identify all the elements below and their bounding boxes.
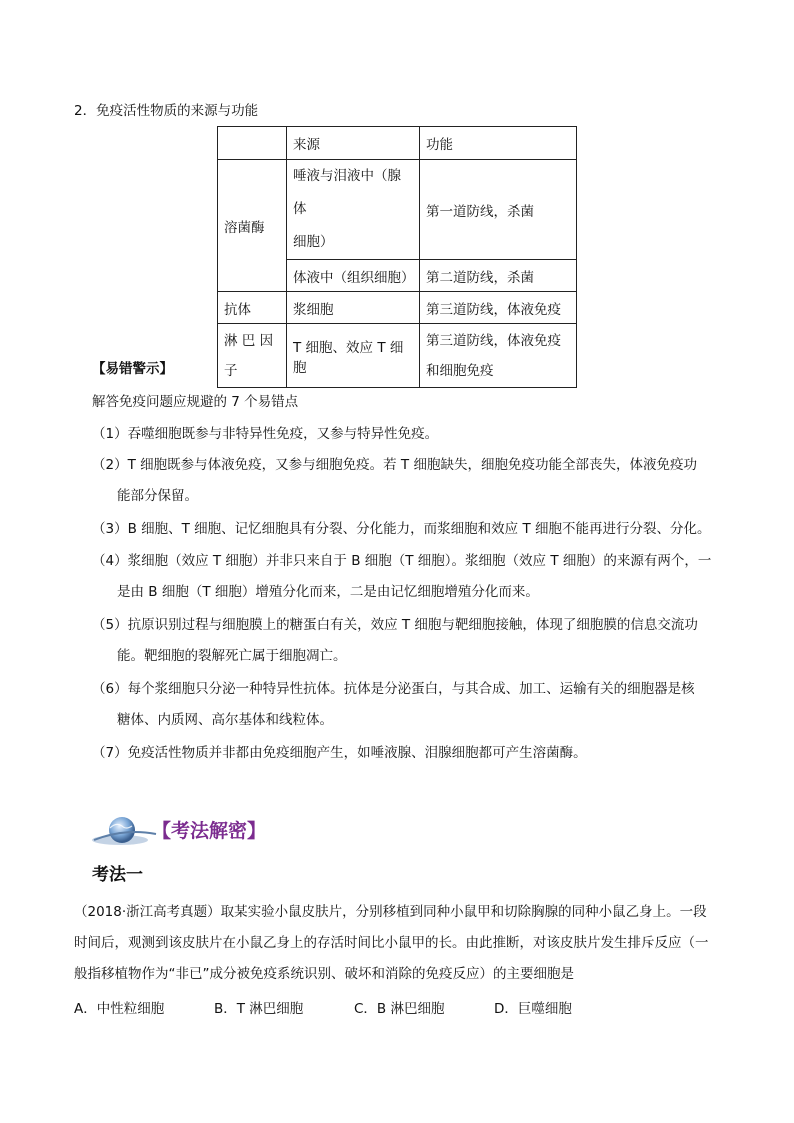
header-cell-function: 功能 (420, 127, 577, 160)
option-a[interactable]: A．中性粒细胞 (74, 1001, 165, 1017)
table-header-row (218, 127, 577, 160)
warning-item-3: （3）B 细胞、T 细胞、记忆细胞具有分裂、分化能力，而浆细胞和效应 T 细胞不能再进行分裂、分化。 (92, 521, 711, 537)
immune-substance-table (217, 126, 577, 388)
option-b[interactable]: B．T 淋巴细胞 (214, 1001, 304, 1017)
section-banner (90, 810, 380, 850)
function-line: 和细胞免疫 (426, 362, 494, 379)
warning-item-2: （2）T 细胞既参与体液免疫，又参与细胞免疫。若 T 细胞缺失，细胞免疫功能全部丧失，体液免疫功 (92, 457, 697, 473)
banner-title: 【考法解密】 (152, 820, 267, 842)
warning-item-1: （1）吞噬细胞既参与非特异性免疫，又参与特异性免疫。 (92, 426, 439, 442)
warning-intro: 解答免疫问题应规避的 7 个易错点 (92, 394, 299, 410)
lysozyme-source-2: 体液中（组织细胞） (287, 260, 420, 292)
antibody-function: 第三道防线，体液免疫 (420, 292, 577, 324)
lysozyme-function-1: 第一道防线，杀菌 (420, 160, 577, 260)
warning-item-4-cont: 是由 B 细胞（T 细胞）增殖分化而来，二是由记忆细胞增殖分化而来。 (117, 584, 539, 600)
option-c[interactable]: C．B 淋巴细胞 (354, 1001, 445, 1017)
warning-item-6: （6）每个浆细胞只分泌一种特异性抗体。抗体是分泌蛋白，与其合成、加工、运输有关的细胞器是核 (92, 681, 695, 697)
answer-options (74, 997, 634, 1017)
header-cell-source: 来源 (287, 127, 420, 160)
warning-item-4: （4）浆细胞（效应 T 细胞）并非只来自于 B 细胞（T 细胞）。浆细胞（效应 T 细胞）的来源有两个，一 (92, 553, 712, 569)
lysozyme-source-1 (287, 160, 420, 260)
warning-item-6-cont: 糖体、内质网、高尔基体和线粒体。 (117, 712, 333, 728)
lymphokine-function (420, 324, 577, 388)
table-row (218, 160, 577, 260)
header-cell-empty (218, 127, 287, 160)
warning-item-2-cont: 能部分保留。 (117, 488, 198, 504)
question-line-1: （2018·浙江高考真题）取某实验小鼠皮肤片，分别移植到同种小鼠甲和切除胸腺的同种小鼠乙身上。一段 (74, 904, 707, 920)
source-line: 细胞） (293, 234, 334, 250)
option-d[interactable]: D．巨噬细胞 (494, 1001, 572, 1017)
section-heading: 2．免疫活性物质的来源与功能 (74, 103, 259, 119)
method-title: 考法一 (92, 865, 143, 885)
lysozyme-function-2: 第二道防线，杀菌 (420, 260, 577, 292)
source-line: 唾液与泪液中（腺体 (293, 168, 401, 217)
warning-item-5-cont: 能。靶细胞的裂解死亡属于细胞凋亡。 (117, 648, 347, 664)
antibody-name: 抗体 (218, 292, 287, 324)
globe-swoosh-icon (90, 810, 160, 850)
lysozyme-name: 溶菌酶 (224, 219, 265, 236)
antibody-source: 浆细胞 (287, 292, 420, 324)
function-line: 第三道防线，体液免疫 (426, 332, 561, 349)
lymphokine-source: T 细胞、效应 T 细胞 (287, 324, 420, 388)
warning-item-7: （7）免疫活性物质并非都由免疫细胞产生，如唾液腺、泪腺细胞都可产生溶菌酶。 (92, 745, 587, 761)
lymphokine-name (218, 324, 287, 388)
lysozyme-name-cell (218, 160, 287, 292)
question-line-3: 般指移植物作为“非已”成分被免疫系统识别、破坏和消除的免疫反应）的主要细胞是 (74, 966, 574, 982)
name-line: 子 (224, 362, 238, 379)
name-line: 淋 巴 因 (224, 332, 274, 349)
table-row (218, 324, 577, 388)
warning-item-5: （5）抗原识别过程与细胞膜上的糖蛋白有关，效应 T 细胞与靶细胞接触，体现了细胞膜的信息交流功 (92, 617, 698, 633)
question-line-2: 时间后，观测到该皮肤片在小鼠乙身上的存活时间比小鼠甲的长。由此推断，对该皮肤片发生排斥反应（一 (74, 935, 709, 951)
warning-title: 【易错警示】 (92, 361, 173, 377)
table-row (218, 292, 577, 324)
